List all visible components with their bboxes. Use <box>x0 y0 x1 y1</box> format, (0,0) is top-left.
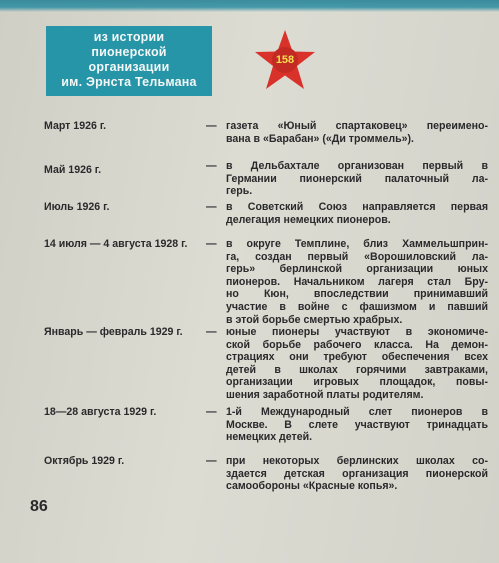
entry-text <box>226 160 488 198</box>
entry-dash: — <box>206 120 217 132</box>
entry-dash: — <box>206 201 217 213</box>
entry-line: в Дельбахтале организован первый в <box>226 160 488 172</box>
entry-text <box>226 120 488 145</box>
entry-date: Март 1926 г. <box>44 120 107 132</box>
header-line: организации <box>88 60 170 74</box>
header-line: им. Эрнста Тельмана <box>61 75 197 89</box>
entry-line: в этой борьбе смертью храбрых. <box>226 313 403 326</box>
entry-text <box>226 406 488 444</box>
entry-date: Май 1926 г. <box>44 164 102 176</box>
entry-date: Октябрь 1929 г. <box>44 455 125 467</box>
entry-line: га, создан первый «Ворошиловский ла- <box>226 250 488 263</box>
entry-text <box>226 238 488 326</box>
entry-dash: — <box>206 238 217 250</box>
entry-line: герь» берлинской организации юных <box>226 263 488 276</box>
entry-line: но Кюн, впоследствии принимавший <box>226 288 488 301</box>
entry-line: участие в войне с фашизмом и павший <box>226 300 488 313</box>
entry-text <box>226 326 488 402</box>
entry-dash: — <box>206 455 217 467</box>
entry-date: 18—28 августа 1929 г. <box>44 406 157 418</box>
entry-text <box>226 201 488 226</box>
entry-line: 1-й Международный слет пионеров в <box>226 406 488 418</box>
entry-date: 14 июля — 4 августа 1928 г. <box>44 238 188 250</box>
entry-line: Германии пионерский палаточный ла- <box>226 172 488 185</box>
entry-date: Январь — февраль 1929 г. <box>44 326 183 338</box>
header-line: из истории <box>93 30 165 44</box>
entry-line: здается детская организация пионерской <box>226 467 488 480</box>
entry-line: организации игровых площадок, повы- <box>226 376 488 389</box>
header-line: пионерской <box>91 45 167 59</box>
entry-line: немецких детей. <box>226 431 313 444</box>
entry-line: газета «Юный спартаковец» переимено- <box>226 120 488 132</box>
entry-date: Июль 1926 г. <box>44 201 110 213</box>
entry-line: пионеров. Начальником лагеря стал Бру- <box>226 275 488 288</box>
entry-line: самообороны «Красные копья». <box>226 480 398 493</box>
page-number: 86 <box>30 498 48 515</box>
entry-line: в Советский Союз направляется первая <box>226 201 488 213</box>
entry-dash: — <box>206 406 217 418</box>
top-color-strip <box>0 0 499 12</box>
entry-line: делегация немецких пионеров. <box>226 213 391 226</box>
entry-line: вана в «Барабан» («Ди троммель»). <box>226 132 414 145</box>
entry-line: Москве. В слете участвуют тринадцать <box>226 418 488 431</box>
entry-line: в округе Темплине, близ Хаммельшприн- <box>226 238 488 250</box>
entry-text <box>226 455 488 493</box>
entry-line: юные пионеры участвуют в экономиче- <box>226 326 488 338</box>
entry-line: детей в школах горячими завтраками, <box>226 363 488 376</box>
entry-dash: — <box>206 326 217 338</box>
star-badge <box>253 28 317 92</box>
entry-line: страциях они требуют обеспечения всех <box>226 351 488 364</box>
entry-line: шения заработной платы родителям. <box>226 388 424 401</box>
star-number: 158 <box>275 54 295 66</box>
entry-line: герь. <box>226 185 253 198</box>
entry-line: ской борьбе рабочего класса. На демон- <box>226 338 488 351</box>
entry-line: при некоторых берлинских школах со- <box>226 455 488 467</box>
section-header <box>46 26 212 96</box>
entry-dash: — <box>206 160 217 172</box>
